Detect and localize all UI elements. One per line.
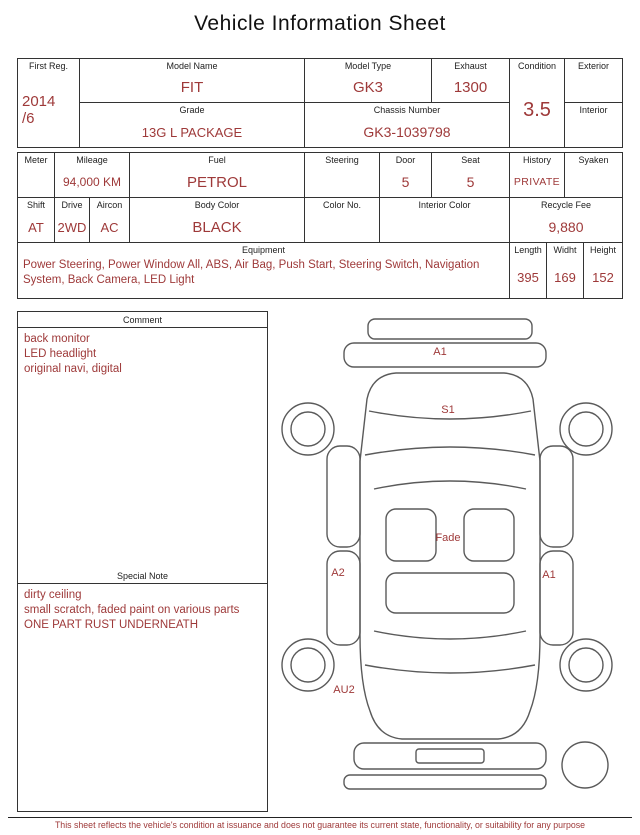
field-height-value: 152 — [592, 270, 614, 285]
field-length-label: Length — [514, 245, 542, 255]
field-shift-label: Shift — [26, 200, 45, 210]
field-mileage-label: Mileage — [76, 155, 108, 165]
field-mileage — [55, 153, 130, 197]
field-body-color-value: BLACK — [192, 218, 242, 236]
field-chassis-number-value: GK3-1039798 — [363, 124, 451, 140]
field-chassis-number — [305, 103, 510, 147]
field-seat-value: 5 — [466, 174, 475, 190]
field-door-label: Door — [395, 155, 416, 165]
roof-trim-shape — [368, 319, 532, 339]
field-color-no-label: Color No. — [322, 200, 361, 210]
bottom-trim-shape — [344, 775, 546, 789]
field-length — [510, 243, 547, 298]
field-history-value: PRIVATE — [513, 176, 561, 188]
damage-label-left-door: A2 — [331, 567, 345, 579]
field-recycle-fee-value: 9,880 — [548, 219, 584, 235]
windshield-bottom-line — [374, 481, 526, 489]
special-note-text — [18, 584, 267, 811]
field-meter-value — [18, 167, 54, 197]
field-mileage-value: 94,000 KM — [62, 175, 122, 189]
field-model-name-label: Model Name — [166, 61, 218, 71]
windshield-top-line — [365, 447, 535, 455]
field-interior-color-label: Interior Color — [418, 200, 471, 210]
field-condition — [510, 59, 565, 147]
special-note-line: dirty ceiling — [24, 589, 82, 601]
car-damage-diagram — [270, 313, 630, 805]
field-exhaust-label: Exhaust — [454, 61, 487, 71]
wheel-front-right-icon — [560, 403, 612, 455]
first-reg-month: /6 — [22, 110, 35, 127]
field-height-label: Height — [589, 245, 616, 255]
page-title: Vehicle Information Sheet — [194, 12, 446, 35]
field-condition-label: Condition — [517, 61, 557, 71]
field-interior-label: Interior — [579, 105, 608, 115]
field-door-value: 5 — [401, 174, 410, 190]
field-first-reg-value — [18, 73, 79, 147]
field-equipment-value: Power Steering, Power Window All, ABS, Air Bag, Push Start, Steering Switch, Navigation System, Back Camera, LED Light — [23, 259, 480, 286]
field-history-label: History — [522, 155, 551, 165]
field-model-type — [305, 59, 432, 103]
field-exterior — [565, 59, 622, 103]
vehicle-spec-table — [17, 152, 623, 299]
field-drive — [55, 198, 90, 242]
field-fuel-label: Fuel — [208, 155, 226, 165]
car-diagram-drawing — [270, 313, 630, 805]
damage-label-right-door: A1 — [542, 569, 556, 581]
rear-bumper-shape — [354, 743, 546, 769]
first-reg-year: 2014 — [22, 92, 56, 110]
damage-label-roof: Fade — [435, 532, 461, 544]
spare-tire-icon — [562, 742, 608, 788]
field-width-label: Widht — [553, 245, 577, 255]
field-equipment-label: Equipment — [241, 245, 286, 255]
field-condition-value: 3.5 — [523, 98, 551, 121]
field-exterior-label: Exterior — [577, 61, 609, 71]
field-history — [510, 153, 565, 197]
field-steering — [305, 153, 380, 197]
field-color-no — [305, 198, 380, 242]
rear-bench-shape — [386, 573, 514, 613]
wheel-rear-right-icon — [560, 639, 612, 691]
special-note-line: small scratch, faded paint on various parts — [24, 604, 240, 617]
field-model-name — [80, 59, 305, 103]
field-drive-label: Drive — [61, 200, 83, 210]
field-first-reg-label: First Reg. — [28, 61, 68, 71]
left-rear-door-panel — [327, 551, 360, 645]
field-meter-label: Meter — [24, 155, 48, 165]
field-model-type-label: Model Type — [344, 61, 392, 71]
field-grade-label: Grade — [179, 105, 205, 115]
field-drive-value: 2WD — [57, 219, 87, 235]
field-fuel — [130, 153, 305, 197]
comment-line: LED headlight — [24, 348, 97, 361]
passenger-seat-shape — [464, 509, 514, 561]
field-shift — [18, 198, 55, 242]
field-aircon-value: AC — [100, 219, 119, 235]
right-front-door-panel — [540, 446, 573, 547]
right-rear-door-panel — [540, 551, 573, 645]
special-note-header: Special Note — [18, 568, 267, 584]
field-interior-value — [565, 117, 622, 147]
field-body-color-label: Body Color — [194, 200, 240, 210]
field-height — [584, 243, 622, 298]
field-meter — [18, 153, 55, 197]
left-front-door-panel — [327, 446, 360, 547]
field-grade-value: 13G L PACKAGE — [141, 124, 243, 140]
field-first-reg — [18, 59, 80, 147]
field-syaken-value — [565, 167, 622, 197]
damage-label-hood: S1 — [441, 404, 455, 416]
field-exhaust-value: 1300 — [453, 79, 488, 96]
field-width-value: 169 — [554, 270, 576, 285]
rear-window-top-line — [374, 631, 526, 639]
field-recycle-fee-label: Recycle Fee — [540, 200, 592, 210]
vehicle-identity-table — [17, 58, 623, 148]
field-equipment — [18, 243, 510, 298]
license-plate-shape — [416, 749, 484, 763]
field-color-no-value — [305, 212, 379, 242]
field-body-color — [130, 198, 305, 242]
wheel-rear-left-icon — [282, 639, 334, 691]
damage-label-rear-left: AU2 — [333, 684, 355, 696]
field-fuel-value: PETROL — [186, 173, 247, 191]
field-exterior-value — [565, 73, 622, 102]
field-syaken-label: Syaken — [578, 155, 609, 165]
field-aircon — [90, 198, 130, 242]
field-width — [547, 243, 584, 298]
field-exhaust — [432, 59, 510, 103]
notes-panel — [17, 311, 268, 812]
field-syaken — [565, 153, 622, 197]
field-door — [380, 153, 432, 197]
wheel-front-left-icon — [282, 403, 334, 455]
field-length-value: 395 — [517, 270, 539, 285]
comment-text — [18, 328, 267, 568]
spec-row-1 — [18, 153, 622, 198]
comment-line: original navi, digital — [24, 363, 122, 376]
field-interior-color-value — [380, 212, 509, 242]
spec-row-2 — [18, 198, 622, 243]
damage-label-front-bumper: A1 — [433, 346, 447, 358]
field-interior — [565, 103, 622, 147]
field-shift-value: AT — [28, 219, 44, 235]
field-steering-label: Steering — [325, 155, 359, 165]
field-grade — [80, 103, 305, 147]
field-seat — [432, 153, 510, 197]
comment-header: Comment — [18, 312, 267, 328]
spec-row-3 — [18, 243, 622, 298]
field-seat-label: Seat — [461, 155, 480, 165]
field-chassis-number-label: Chassis Number — [373, 105, 441, 115]
field-interior-color — [380, 198, 510, 242]
disclaimer-text: This sheet reflects the vehicle's condition at issuance and does not guarantee its current state, functionality, or suitability for any purpose — [8, 817, 632, 830]
special-note-line: ONE PART RUST UNDERNEATH — [24, 619, 199, 632]
driver-seat-shape — [386, 509, 436, 561]
comment-line: back monitor — [24, 333, 90, 345]
field-model-name-value: FIT — [180, 79, 204, 96]
rear-window-bottom-line — [365, 665, 535, 673]
field-steering-value — [305, 167, 379, 197]
field-recycle-fee — [510, 198, 622, 242]
field-aircon-label: Aircon — [96, 200, 123, 210]
field-model-type-value: GK3 — [352, 79, 383, 96]
